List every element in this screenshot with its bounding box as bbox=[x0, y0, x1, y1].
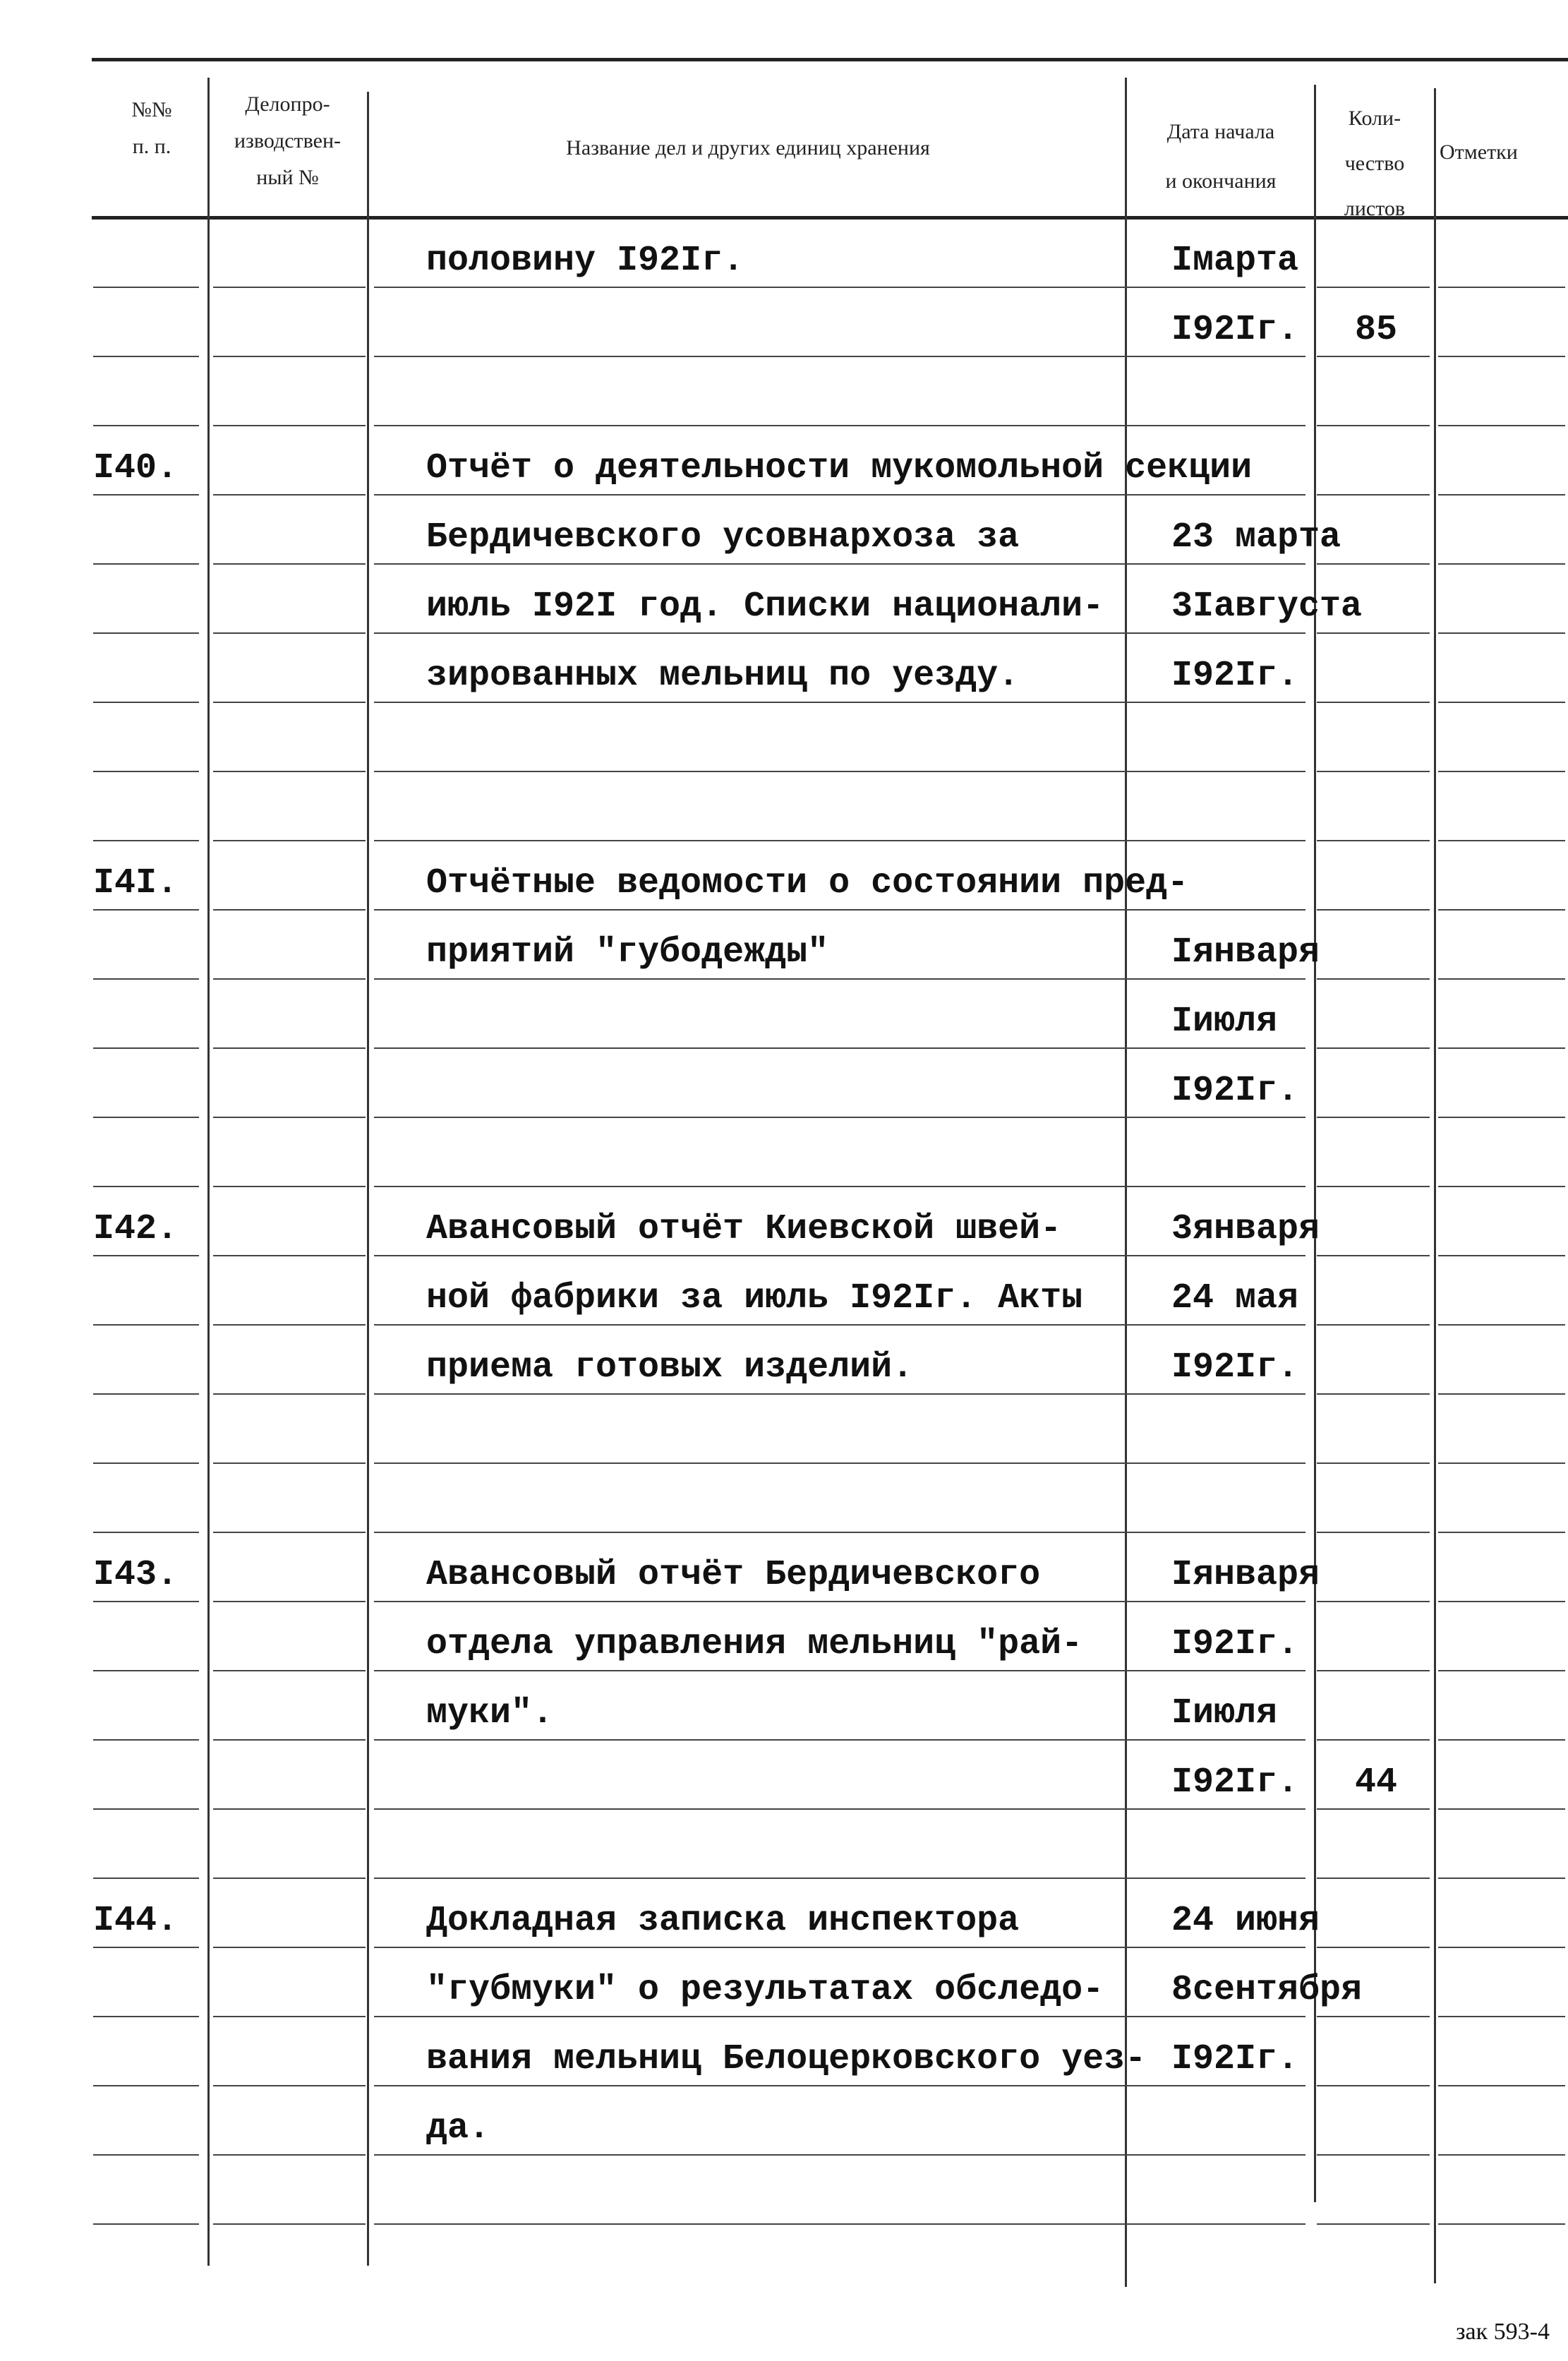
item-title: "губмуки" о результатах обследо- bbox=[426, 1970, 1104, 2010]
item-number: I40. bbox=[93, 448, 179, 488]
header-text: №№ bbox=[131, 98, 172, 121]
header-text: Коли- bbox=[1348, 107, 1401, 130]
table-row bbox=[85, 357, 1567, 426]
table-row bbox=[85, 841, 1567, 911]
item-title: Отчётные ведомости о состоянии пред- bbox=[426, 863, 1189, 903]
table-row bbox=[85, 1464, 1567, 1533]
header-text: изводствен- bbox=[234, 129, 342, 152]
table-row bbox=[85, 2086, 1567, 2156]
item-dates: Iмарта bbox=[1171, 241, 1299, 281]
item-dates: I92Iг. bbox=[1171, 1071, 1299, 1111]
header-col-dates bbox=[1129, 107, 1313, 206]
item-dates: 3Iавгуста bbox=[1171, 587, 1363, 627]
item-number: I42. bbox=[93, 1209, 179, 1249]
table-row bbox=[85, 1741, 1567, 1810]
header-text: листов bbox=[1344, 197, 1406, 220]
table-row bbox=[85, 980, 1567, 1049]
item-dates: Iиюля bbox=[1171, 1002, 1278, 1042]
item-dates: 24 мая bbox=[1171, 1278, 1299, 1318]
item-dates: I92Iг. bbox=[1171, 310, 1299, 350]
item-dates: 3января bbox=[1171, 1209, 1320, 1249]
item-sheet-count: 44 bbox=[1355, 1762, 1398, 1803]
item-dates: I92Iг. bbox=[1171, 1347, 1299, 1388]
item-dates: 23 марта bbox=[1171, 517, 1341, 558]
table-row bbox=[85, 1533, 1567, 1602]
table-row bbox=[85, 2156, 1567, 2225]
table-row bbox=[85, 1395, 1567, 1464]
item-title: муки". bbox=[426, 1693, 554, 1734]
item-title: вания мельниц Белоцерковского уез- bbox=[426, 2039, 1147, 2079]
item-title: Отчёт о деятельности мукомольной секции bbox=[426, 448, 1253, 488]
item-title: приятий "губодежды" bbox=[426, 932, 829, 973]
item-sheet-count: 85 bbox=[1355, 310, 1398, 350]
row-rule bbox=[1438, 2223, 1565, 2225]
table-row bbox=[85, 911, 1567, 980]
row-rule bbox=[1317, 2223, 1430, 2225]
table-row bbox=[85, 1948, 1567, 2017]
item-title: Бердичевского усовнархоза за bbox=[426, 517, 1020, 558]
header-col-title: Название дел и других единиц хранения bbox=[566, 136, 930, 160]
header-col-notes: Отметки bbox=[1440, 140, 1518, 164]
row-rule bbox=[1125, 2223, 1305, 2225]
item-dates: I92Iг. bbox=[1171, 1624, 1299, 1664]
item-number: I43. bbox=[93, 1555, 179, 1595]
item-dates: 24 июня bbox=[1171, 1901, 1320, 1941]
header-col-number bbox=[106, 92, 198, 165]
item-title: Авансовый отчёт Киевской швей- bbox=[426, 1209, 1062, 1249]
item-dates: Iянваря bbox=[1171, 1555, 1320, 1595]
item-title: Авансовый отчёт Бердичевского bbox=[426, 1555, 1041, 1595]
item-title: да. bbox=[426, 2108, 490, 2149]
print-order-number: зак 593-4 bbox=[1456, 2319, 1550, 2345]
row-rule bbox=[213, 2223, 366, 2225]
table-row bbox=[85, 2017, 1567, 2086]
header-text: чество bbox=[1344, 152, 1405, 175]
header-col-sheet-count bbox=[1317, 96, 1433, 232]
item-dates: Iянваря bbox=[1171, 932, 1320, 973]
table-row bbox=[85, 1118, 1567, 1187]
table-row bbox=[85, 634, 1567, 703]
item-number: I44. bbox=[93, 1901, 179, 1941]
table-row bbox=[85, 1671, 1567, 1741]
table-row bbox=[85, 288, 1567, 357]
table-row bbox=[85, 1187, 1567, 1256]
item-title: зированных мельниц по уезду. bbox=[426, 656, 1020, 696]
table-row bbox=[85, 772, 1567, 841]
item-dates: 8сентября bbox=[1171, 1970, 1363, 2010]
item-dates: I92Iг. bbox=[1171, 1762, 1299, 1803]
item-dates: Iиюля bbox=[1171, 1693, 1278, 1734]
item-number: I4I. bbox=[93, 863, 179, 903]
table-row bbox=[85, 426, 1567, 495]
item-title: отдела управления мельниц "рай- bbox=[426, 1624, 1083, 1664]
item-title: июль I92I год. Списки национали- bbox=[426, 587, 1104, 627]
table-row bbox=[85, 219, 1567, 288]
table-row bbox=[85, 1326, 1567, 1395]
item-title: Докладная записка инспектора bbox=[426, 1901, 1020, 1941]
item-title: половину I92Iг. bbox=[426, 241, 744, 281]
header-col-office-number bbox=[212, 86, 363, 196]
item-title: ной фабрики за июль I92Iг. Акты bbox=[426, 1278, 1083, 1318]
table-row bbox=[85, 1602, 1567, 1671]
table-row bbox=[85, 703, 1567, 772]
table-row bbox=[85, 495, 1567, 565]
header-text: Делопро- bbox=[245, 92, 330, 116]
item-title: приема готовых изделий. bbox=[426, 1347, 914, 1388]
header-text: п. п. bbox=[132, 135, 171, 158]
header-top-rule bbox=[92, 58, 1568, 61]
item-dates: I92Iг. bbox=[1171, 2039, 1299, 2079]
item-dates: I92Iг. bbox=[1171, 656, 1299, 696]
header-text: ный № bbox=[256, 166, 319, 189]
table-row bbox=[85, 1049, 1567, 1118]
table-row bbox=[85, 1810, 1567, 1879]
table-row bbox=[85, 1879, 1567, 1948]
row-rule bbox=[374, 2223, 1125, 2225]
table-row bbox=[85, 1256, 1567, 1326]
row-rule bbox=[93, 2223, 199, 2225]
header-text: и окончания bbox=[1165, 169, 1277, 193]
table-row bbox=[85, 565, 1567, 634]
header-text: Дата начала bbox=[1166, 120, 1275, 143]
